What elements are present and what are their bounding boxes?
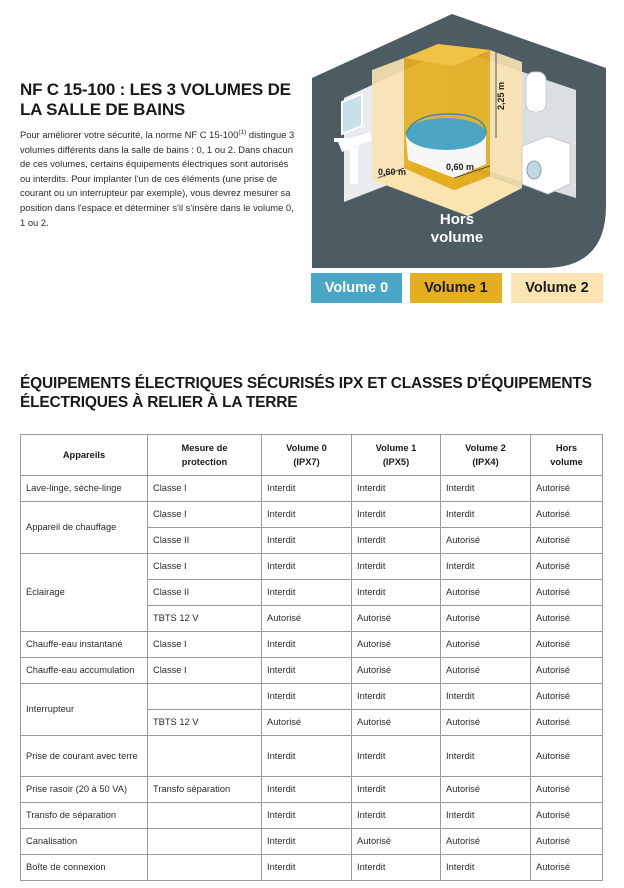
table-row [21, 684, 603, 710]
cell-volume-1: Interdit [352, 476, 441, 502]
legend-volume-2: Volume 2 [511, 273, 603, 303]
cell-hors-volume: Autorisé [531, 658, 603, 684]
volume-2-envelope-right [490, 50, 522, 188]
cell-volume-2: Interdit [441, 554, 531, 580]
cell-volume-0: Interdit [262, 684, 352, 710]
cell-volume-0: Interdit [262, 855, 352, 881]
cell-mesure: Classe II [148, 528, 262, 554]
cell-volume-2: Autorisé [441, 606, 531, 632]
cell-volume-2: Interdit [441, 476, 531, 502]
cell-volume-2: Autorisé [441, 829, 531, 855]
cell-hors-volume: Autorisé [531, 736, 603, 777]
header-v2-line1: Volume 2 [465, 443, 506, 453]
cell-mesure: TBTS 12 V [148, 710, 262, 736]
header-volume-0 [262, 435, 352, 476]
hors-volume-label-line1: Hors [439, 211, 475, 228]
cell-volume-1: Interdit [352, 554, 441, 580]
cell-hors-volume: Autorisé [531, 684, 603, 710]
table-row [21, 502, 603, 528]
cell-volume-0: Interdit [262, 777, 352, 803]
intro-text-start: Pour améliorer votre sécurité, la norme NF C 15-100 [20, 129, 239, 140]
intro-title: NF C 15-100 : LES 3 VOLUMES DE LA SALLE DE BAINS [20, 80, 291, 119]
table-row [21, 829, 603, 855]
cell-volume-1: Interdit [352, 502, 441, 528]
cell-appareil: Boîte de connexion [21, 855, 148, 881]
legend-volume-1: Volume 1 [410, 273, 502, 303]
cell-volume-1: Interdit [352, 855, 441, 881]
cell-volume-0: Interdit [262, 658, 352, 684]
volume-0-water [406, 118, 486, 150]
cell-volume-2: Autorisé [441, 777, 531, 803]
width-label-2: 0,60 m [446, 162, 475, 172]
mirror [342, 94, 362, 134]
washing-machine-door [527, 161, 541, 179]
cell-mesure: Classe I [148, 632, 262, 658]
cell-volume-1: Autorisé [352, 829, 441, 855]
table-row [21, 803, 603, 829]
header-v1-line2: (IPX5) [382, 457, 410, 467]
cell-hors-volume: Autorisé [531, 502, 603, 528]
cell-appareil: Prise rasoir (20 à 50 VA) [21, 777, 148, 803]
cell-volume-1: Interdit [352, 580, 441, 606]
cell-volume-0: Autorisé [262, 606, 352, 632]
cell-volume-2: Interdit [441, 502, 531, 528]
cell-mesure: Classe I [148, 658, 262, 684]
cell-volume-2: Interdit [441, 684, 531, 710]
cell-volume-0: Interdit [262, 829, 352, 855]
cell-volume-0: Interdit [262, 736, 352, 777]
header-v2-line2: (IPX4) [472, 457, 499, 467]
cell-mesure [148, 829, 262, 855]
cell-volume-2: Autorisé [441, 658, 531, 684]
cell-volume-1: Autorisé [352, 632, 441, 658]
cell-volume-1: Interdit [352, 684, 441, 710]
table-header-row [21, 435, 603, 476]
cell-appareil: Lave-linge, sèche-linge [21, 476, 148, 502]
table-row [21, 554, 603, 580]
cell-volume-2: Autorisé [441, 710, 531, 736]
cell-mesure: Transfo séparation [148, 777, 262, 803]
height-label: 2,25 m [496, 81, 506, 110]
header-hors-line2: volume [550, 457, 583, 467]
cell-mesure [148, 803, 262, 829]
cell-hors-volume: Autorisé [531, 855, 603, 881]
cell-volume-0: Interdit [262, 580, 352, 606]
header-v1-line1: Volume 1 [375, 443, 417, 453]
cell-volume-1: Interdit [352, 528, 441, 554]
table-section-title: ÉQUIPEMENTS ÉLECTRIQUES SÉCURISÉS IPX ET CLASSES D'ÉQUIPEMENTS ÉLECTRIQUES À RELIER À LA TERRE [20, 375, 592, 411]
cell-volume-2: Autorisé [441, 580, 531, 606]
footnote-marker: (1) [238, 129, 247, 136]
cell-volume-0: Interdit [262, 502, 352, 528]
cell-volume-0: Interdit [262, 554, 352, 580]
cell-appareil: Appareil de chauffage [21, 502, 148, 554]
header-mesure [148, 435, 262, 476]
table-row [21, 476, 603, 502]
cell-appareil: Interrupteur [21, 684, 148, 736]
cell-volume-0: Interdit [262, 528, 352, 554]
cell-volume-2: Interdit [441, 803, 531, 829]
table-row [21, 658, 603, 684]
cell-volume-2: Autorisé [441, 528, 531, 554]
cell-hors-volume: Autorisé [531, 829, 603, 855]
cell-volume-1: Autorisé [352, 710, 441, 736]
header-v0-line2: (IPX7) [293, 457, 320, 467]
intro-text-end: distingue 3 volumes différents dans la salle de bains : 0, 1 ou 2. Dans chacun de ces volumes, certains équipements électriques sont autorisés ou interdits. Pour implanter l'un de ces éléments (une prise de courant ou un interrupteur par exemple), vous devrez mesurer sa position dans l'espace et déterminer s'il s'insère dans le volume 0, 1 ou 2. [20, 129, 295, 228]
sink-pedestal [350, 148, 358, 184]
cell-volume-2: Autorisé [441, 632, 531, 658]
table-row [21, 736, 603, 777]
cell-hors-volume: Autorisé [531, 710, 603, 736]
cell-hors-volume: Autorisé [531, 528, 603, 554]
header-appareils: Appareils [21, 435, 148, 476]
bathroom-volumes-illustration [308, 10, 608, 272]
header-mesure-line1: Mesure de [181, 443, 228, 453]
cell-volume-1: Interdit [352, 736, 441, 777]
hors-volume-label-line2: volume [430, 229, 484, 246]
cell-mesure: Classe I [148, 502, 262, 528]
cell-hors-volume: Autorisé [531, 580, 603, 606]
intro-paragraph [20, 128, 298, 230]
header-mesure-line2: protection [181, 457, 228, 467]
cell-volume-1: Autorisé [352, 658, 441, 684]
cell-hors-volume: Autorisé [531, 554, 603, 580]
cell-appareil: Éclairage [21, 554, 148, 632]
width-label-1: 0,60 m [378, 167, 407, 177]
header-v0-line1: Volume 0 [286, 443, 327, 453]
cell-hors-volume: Autorisé [531, 777, 603, 803]
cell-volume-1: Interdit [352, 803, 441, 829]
header-volume-2 [441, 435, 531, 476]
cell-appareil: Prise de courant avec terre [21, 736, 148, 777]
equipment-table [20, 434, 603, 881]
cell-mesure [148, 736, 262, 777]
volume-2-envelope [372, 58, 407, 180]
header-volume-1 [352, 435, 441, 476]
cell-appareil: Transfo de séparation [21, 803, 148, 829]
cell-mesure: TBTS 12 V [148, 606, 262, 632]
table-row [21, 632, 603, 658]
header-hors-line1: Hors [555, 443, 578, 453]
legend-volume-0: Volume 0 [311, 273, 402, 303]
table-row [21, 855, 603, 881]
cell-volume-0: Interdit [262, 803, 352, 829]
cell-volume-0: Interdit [262, 476, 352, 502]
cell-hors-volume: Autorisé [531, 476, 603, 502]
water-heater [526, 72, 546, 112]
header-hors-volume [531, 435, 603, 476]
cell-appareil: Chauffe-eau instantané [21, 632, 148, 658]
cell-volume-1: Interdit [352, 777, 441, 803]
cell-mesure: Classe I [148, 554, 262, 580]
cell-appareil: Chauffe-eau accumulation [21, 658, 148, 684]
cell-mesure: Classe II [148, 580, 262, 606]
cell-mesure [148, 855, 262, 881]
cell-hors-volume: Autorisé [531, 803, 603, 829]
cell-hors-volume: Autorisé [531, 632, 603, 658]
cell-mesure: Classe I [148, 476, 262, 502]
table-row [21, 777, 603, 803]
cell-volume-2: Interdit [441, 855, 531, 881]
cell-volume-2: Interdit [441, 736, 531, 777]
cell-mesure [148, 684, 262, 710]
cell-volume-0: Autorisé [262, 710, 352, 736]
cell-hors-volume: Autorisé [531, 606, 603, 632]
cell-appareil: Canalisation [21, 829, 148, 855]
cell-volume-1: Autorisé [352, 606, 441, 632]
cell-volume-0: Interdit [262, 632, 352, 658]
